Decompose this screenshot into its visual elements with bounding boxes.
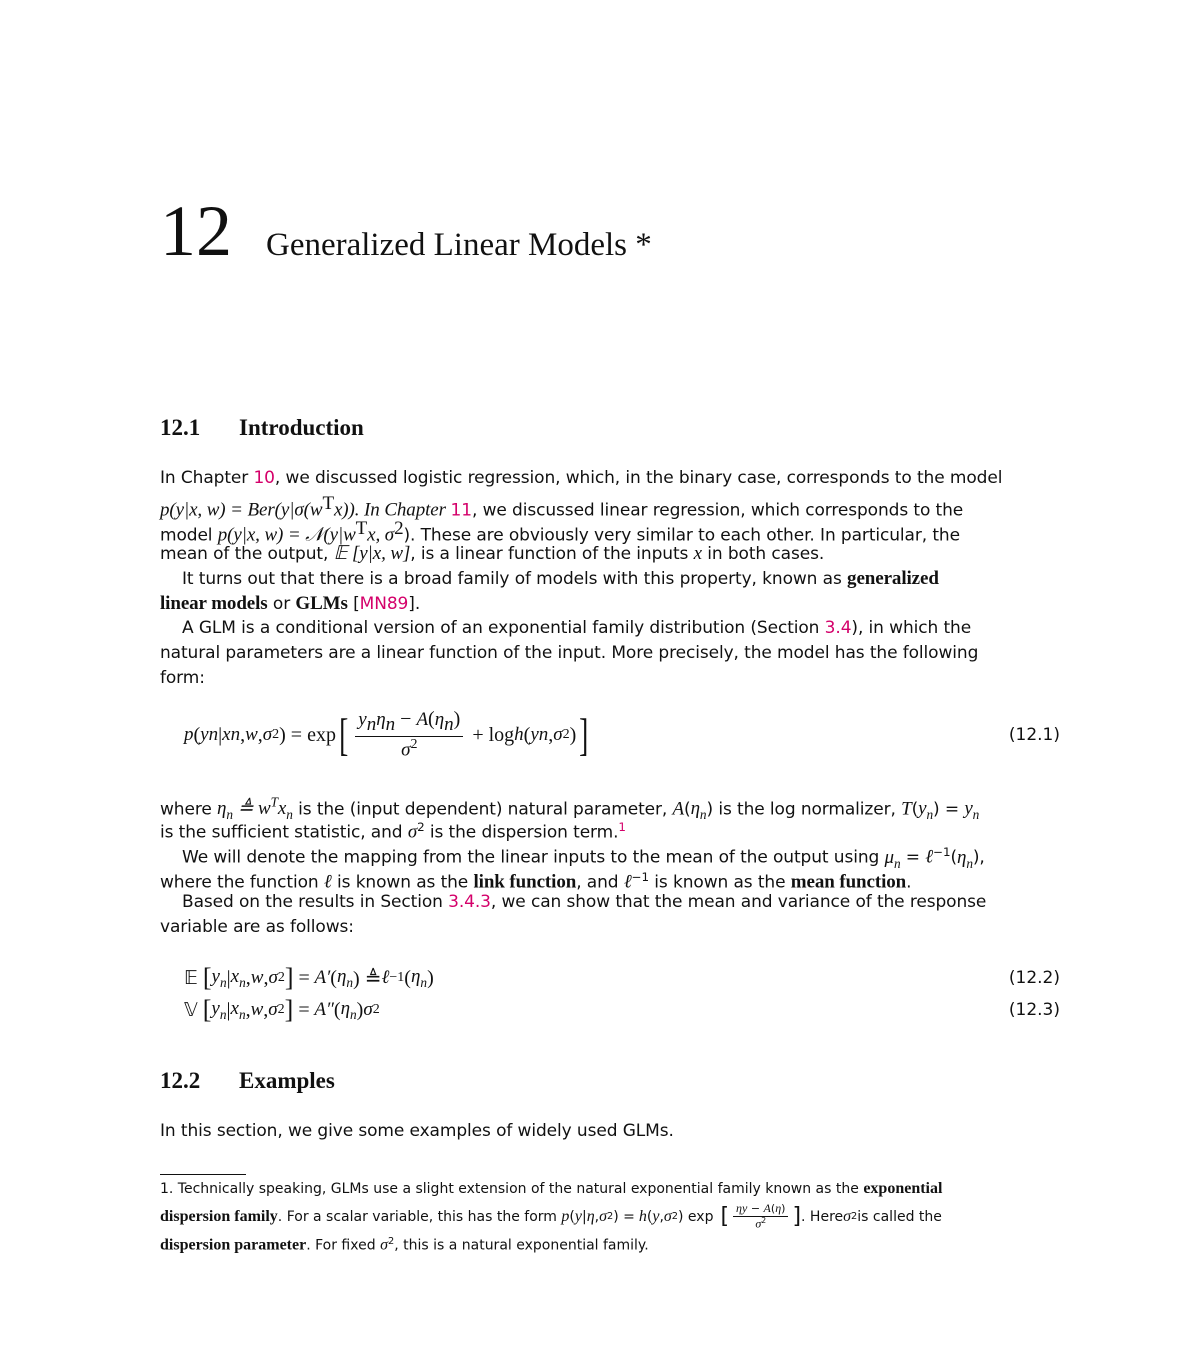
equation-number: (12.1) — [1008, 725, 1060, 745]
equation-number: (12.3) — [1008, 1000, 1060, 1020]
chapter-number: 12 — [160, 191, 232, 271]
equation-12-2: 𝔼 [ $y_n$ | $x_n$ , w , σ 2 ] = A′ ( $\eta_n$ ) ≜ ℓ −1 ( $\eta_n$ ) (12.2) — [184, 963, 1060, 992]
equation-12-1: p ( y n | x n , w , σ 2 ) = exp [ $\frac{y_n\eta_n - A(\eta_n)}{\sigma^2}$ + log h ( y n , σ 2 ) ] (12.1) — [184, 708, 1060, 761]
footnote-line: dispersion parameter. For fixed $\sigma^2$, this is a natural exponential family. — [160, 1236, 649, 1254]
ref-section-3-4[interactable]: 3.4 — [824, 618, 852, 638]
paragraph-line: where the function ℓ is known as the link function, and ℓ$^{-1}$ is known as the mean function. — [160, 870, 912, 893]
footnote-line: dispersion family . For a scalar variable, this has the form p ( y | η , σ 2 ) = h ( y , σ 2 ) exp [ $\frac{\eta y - A(\eta)}{\sigma^2}$ ] . Here σ 2 is called the — [160, 1201, 942, 1231]
ref-section-3-4-3[interactable]: 3.4.3 — [448, 892, 491, 912]
paragraph-line: variable are as follows: — [160, 917, 354, 937]
ref-chapter-11[interactable]: 11 — [450, 500, 472, 521]
section-heading-examples — [160, 1068, 335, 1094]
section-title: Introduction — [239, 415, 364, 440]
paragraph-line: It turns out that there is a broad family of models with this property, known as generalized — [182, 568, 939, 589]
footnote-marker[interactable]: 1 — [618, 820, 626, 834]
ref-chapter-10[interactable]: 10 — [253, 468, 275, 488]
paragraph-line: In Chapter 10, we discussed logistic regression, which, in the binary case, corresponds to the model — [160, 468, 1003, 488]
equation-12-3: 𝕍 [ $y_n$ | $x_n$ , w , σ 2 ] = A″ ( $\eta_n$ ) σ 2 (12.3) — [184, 995, 1060, 1024]
chapter-title: Generalized Linear Models * — [266, 227, 652, 263]
paragraph-line: is the sufficient statistic, and $\sigma^2$ is the dispersion term.$^1$ — [160, 820, 626, 843]
paragraph-line: A GLM is a conditional version of an exponential family distribution (Section 3.4), in which the — [182, 618, 972, 638]
section-heading-introduction — [160, 415, 364, 441]
section-number: 12.1 — [160, 415, 201, 440]
paragraph-line: We will denote the mapping from the linear inputs to the mean of the output using $\mu_n$ = $\ell^{-1}(\eta_n)$, — [182, 845, 985, 871]
term-link-function: link function — [473, 871, 577, 893]
paragraph-line: Based on the results in Section 3.4.3, we can show that the mean and variance of the response — [182, 892, 987, 912]
section-title: Examples — [239, 1068, 335, 1093]
paragraph-line: In this section, we give some examples of widely used GLMs. — [160, 1121, 674, 1141]
citation-mn89[interactable]: MN89 — [359, 594, 409, 614]
footnote-line: 1. Technically speaking, GLMs use a slight extension of the natural exponential family known as the exponential — [160, 1180, 943, 1197]
term-mean-function: mean function — [790, 871, 907, 893]
term-generalized: generalized — [847, 568, 939, 589]
footnote-rule — [160, 1174, 246, 1175]
chapter-heading — [160, 191, 652, 271]
paragraph-line: p(y|x, $w) = Ber(y|\sigma(w^Tx))$. In Chapter 11, we discussed linear regression, which corresponds to the — [160, 493, 964, 521]
paragraph-line: natural parameters are a linear function of the input. More precisely, the model has the following — [160, 643, 979, 663]
section-number: 12.2 — [160, 1068, 201, 1093]
paragraph-line: where $\eta_n$ ≜ $w^Tx_n$ is the (input dependent) natural parameter, $A(\eta_n)$ is the log normalizer, $T(y_n) = y_n$ — [160, 795, 980, 823]
paragraph-line: form: — [160, 668, 205, 688]
paragraph-line: mean of the output, 𝔼 [y|x, w], is a linear function of the inputs x in both cases. — [160, 543, 825, 564]
paragraph-line: model p(y|x, $w) = 𝒩(y|w^Tx$, $\sigma^2$). These are obviously very similar to each other. In particular, the — [160, 518, 960, 546]
equation-number: (12.2) — [1008, 968, 1060, 988]
paragraph-line: linear models or GLMs [MN89]. — [160, 593, 421, 614]
